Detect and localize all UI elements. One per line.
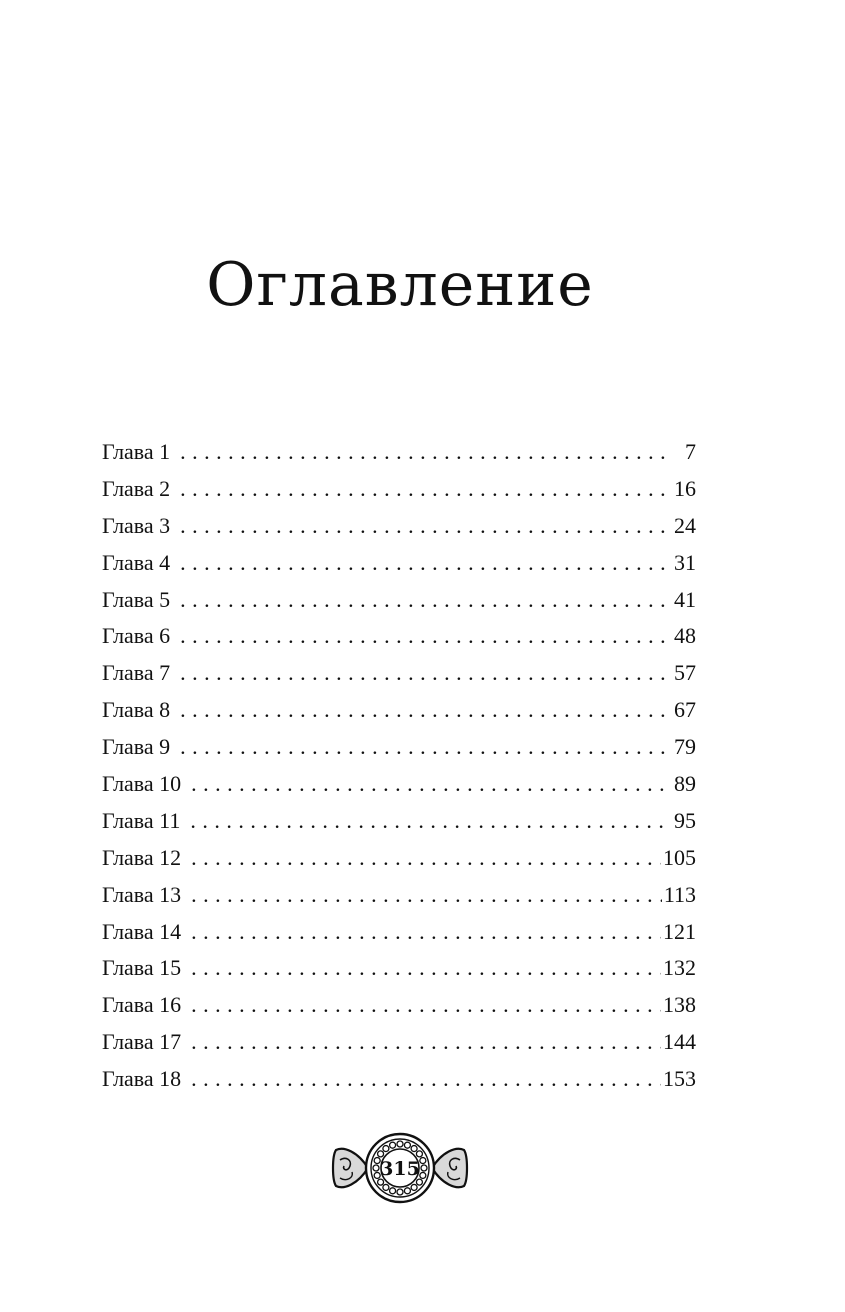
toc-entry-label: Глава 17	[102, 1029, 182, 1055]
candy-icon	[330, 1130, 470, 1206]
toc-entry[interactable]	[102, 692, 696, 729]
candy-bead	[421, 1165, 427, 1171]
toc-entry[interactable]	[102, 766, 696, 803]
dot-leader	[180, 729, 670, 766]
toc-entry-label: Глава 13	[102, 881, 182, 907]
toc-entry[interactable]	[102, 655, 696, 692]
candy-bead	[378, 1151, 384, 1157]
toc-entry-label: Глава 3	[102, 512, 171, 538]
dot-leader	[191, 877, 662, 914]
toc-entry-page: 7	[685, 439, 696, 464]
toc-entry-label: Глава 5	[102, 586, 171, 612]
page-title: Оглавление	[206, 250, 594, 320]
toc-entry[interactable]	[102, 618, 696, 655]
toc-entry[interactable]	[102, 508, 696, 545]
toc-entry-page: 67	[674, 697, 696, 723]
toc-entry-page: 89	[674, 771, 696, 797]
toc-entry[interactable]	[102, 434, 696, 471]
toc-entry[interactable]	[102, 840, 696, 877]
candy-bead	[416, 1179, 422, 1185]
toc-entry-label: Глава 12	[102, 844, 182, 870]
candy-bead	[397, 1189, 403, 1195]
toc-entry[interactable]	[102, 950, 696, 987]
candy-bead	[378, 1179, 384, 1185]
dot-leader	[180, 618, 670, 655]
toc-entry-label: Глава 7	[102, 660, 171, 686]
toc-entry-page: 24	[674, 512, 696, 538]
toc-entry-label: Глава 4	[102, 549, 171, 575]
dot-leader	[191, 766, 670, 803]
dot-leader	[191, 950, 661, 987]
dot-leader	[180, 471, 670, 508]
toc-entry[interactable]	[102, 1061, 696, 1098]
toc-entry-page: 79	[674, 734, 696, 760]
toc-entry-label: Глава 6	[102, 623, 171, 649]
dot-leader	[191, 987, 661, 1024]
toc-entry-page: 153	[663, 1066, 696, 1092]
toc-entry-page: 16	[674, 475, 696, 501]
dot-leader	[180, 655, 670, 692]
dot-leader	[180, 434, 670, 471]
toc-entry-label: Глава 9	[102, 734, 171, 760]
candy-bead	[416, 1151, 422, 1157]
toc-entry-page: 113	[663, 881, 696, 907]
candy-bead	[420, 1172, 426, 1178]
toc-entry-page: 121	[663, 918, 696, 944]
candy-bead	[420, 1158, 426, 1164]
toc-entry[interactable]	[102, 471, 696, 508]
toc-entry-page: 41	[674, 586, 696, 612]
candy-bead	[390, 1188, 396, 1194]
toc-entry-label: Глава 2	[102, 475, 171, 501]
toc-entry-label: Глава 16	[102, 992, 182, 1018]
dot-leader	[191, 1024, 661, 1061]
dot-leader	[191, 914, 661, 951]
candy-bead	[404, 1142, 410, 1148]
candy-bead	[383, 1146, 389, 1152]
candy-bead	[411, 1184, 417, 1190]
candy-left-wing	[333, 1149, 368, 1187]
toc-entry[interactable]	[102, 803, 696, 840]
toc-entry-page: 31	[674, 549, 696, 575]
toc-entry[interactable]	[102, 987, 696, 1024]
toc-entry-page: 95	[674, 807, 696, 833]
toc-entry[interactable]	[102, 877, 696, 914]
candy-bead	[404, 1188, 410, 1194]
toc-entry-label: Глава 1	[102, 439, 171, 464]
toc-entry[interactable]	[102, 729, 696, 766]
toc-entry-page: 132	[663, 955, 696, 981]
candy-bead	[373, 1165, 379, 1171]
dot-leader	[180, 508, 670, 545]
candy-bead	[397, 1141, 403, 1147]
dot-leader	[180, 692, 670, 729]
toc-entry-label: Глава 14	[102, 918, 182, 944]
dot-leader	[180, 582, 670, 619]
toc-entry-page: 138	[663, 992, 696, 1018]
candy-bead	[390, 1142, 396, 1148]
table-of-contents	[102, 434, 696, 1098]
toc-entry-page: 57	[674, 660, 696, 686]
dot-leader	[191, 1061, 661, 1098]
toc-entry-page: 48	[674, 623, 696, 649]
page-number: 315	[380, 1158, 420, 1180]
toc-entry[interactable]	[102, 545, 696, 582]
dot-leader	[191, 840, 661, 877]
candy-bead	[411, 1146, 417, 1152]
toc-entry-label: Глава 8	[102, 697, 171, 723]
toc-entry-label: Глава 18	[102, 1066, 182, 1092]
toc-entry-label: Глава 15	[102, 955, 182, 981]
candy-right-wing	[432, 1149, 467, 1187]
dot-leader	[180, 545, 670, 582]
toc-entry[interactable]	[102, 914, 696, 951]
dot-leader	[190, 803, 670, 840]
toc-entry-label: Глава 11	[102, 807, 181, 833]
toc-entry-page: 105	[663, 844, 696, 870]
toc-entry-page: 144	[663, 1029, 696, 1055]
toc-entry[interactable]	[102, 1024, 696, 1061]
toc-entry-label: Глава 10	[102, 771, 182, 797]
candy-bead	[383, 1184, 389, 1190]
toc-entry[interactable]	[102, 582, 696, 619]
